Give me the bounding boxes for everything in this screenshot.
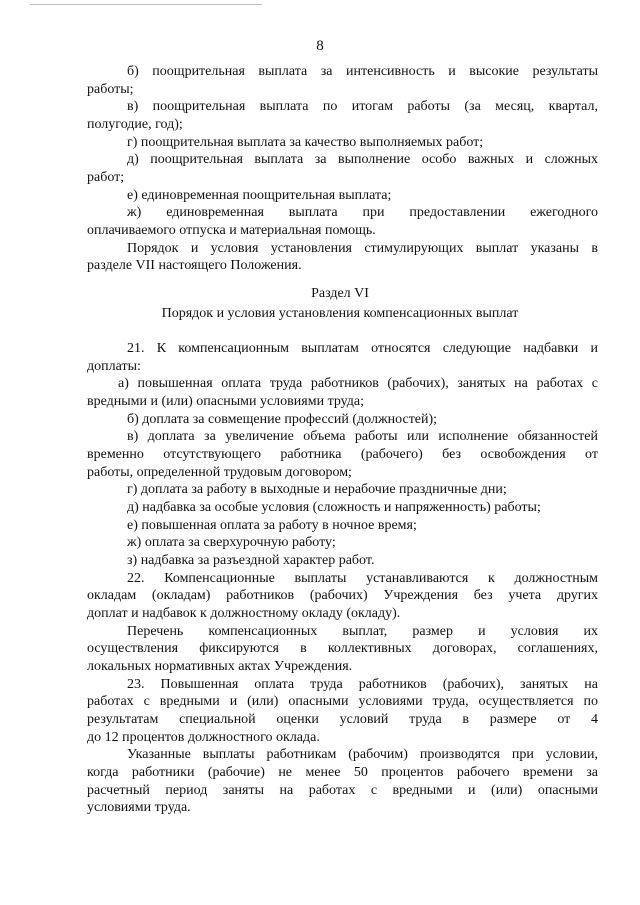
text-line: Перечень компенсационных выплат, размер и условия их [127,624,598,639]
text-line: з) надбавка за разъездной характер работ. [127,553,375,568]
text-line: локальных нормативных актах Учреждения. [87,659,353,674]
text-line: разделе VII настоящего Положения. [87,258,302,273]
text-line: вредными и (или) опасными условиями труда; [87,394,365,409]
text-line: до 12 процентов должностного оклада. [87,730,320,745]
text-line: е) единовременная поощрительная выплата; [127,188,392,203]
text-line: когда работники (рабочие) не менее 50 процентов рабочего времени за [87,765,598,780]
section-heading: Раздел VI [311,286,369,301]
text-line: ж) единовременная выплата при предоставлении ежегодного [127,205,598,220]
section-title: Порядок и условия установления компенсационных выплат [161,306,519,321]
text-line: ж) оплата за сверхурочную работу; [127,535,336,550]
text-line: в) доплата за увеличение объема работы или исполнение обязанностей [127,429,598,444]
text-line: д) поощрительная выплата за выполнение особо важных и сложных [127,152,598,167]
text-line: полугодие, год); [87,117,183,132]
text-line: е) повышенная оплата за работу в ночное время; [127,518,417,533]
text-line: осуществления фиксируются в коллективных договорах, соглашениях, [87,641,598,656]
text-line: 23. Повышенная оплата труда работников (рабочих), занятых на [127,677,598,692]
text-line: временно отсутствующего работника (рабочего) без освобождения от [87,447,598,462]
text-line: г) доплата за работу в выходные и нерабочие праздничные дни; [127,482,507,497]
text-line: доплаты: [87,359,141,374]
text-line: 22. Компенсационные выплаты устанавливаются к должностным [127,571,598,586]
text-line: расчетный период заняты на работах с вредными и (или) опасными [87,783,598,798]
text-line: работы, определенной трудовым договором; [87,465,352,480]
text-line: работ; [87,170,125,185]
text-line: б) доплата за совмещение профессий (должностей); [127,412,438,427]
text-line: а) повышенная оплата труда работников (рабочих), занятых на работах с [118,376,598,391]
text-line: 21. К компенсационным выплатам относятся следующие надбавки и [127,341,598,356]
text-line: оплачиваемого отпуска и материальная помощь. [87,223,376,238]
text-line: окладам (окладам) работников (рабочих) Учреждения без учета других [87,588,598,603]
text-line: г) поощрительная выплата за качество выполняемых работ; [127,135,484,150]
text-line: б) поощрительная выплата за интенсивность и высокие результаты [127,64,598,79]
text-line: условиями труда. [87,800,191,815]
text-line: доплат и надбавок к должностному окладу (окладу). [87,606,401,621]
text-line: результатам специальной оценки условий труда в размере от 4 [87,712,598,727]
text-line: Порядок и условия установления стимулирующих выплат указаны в [127,241,598,256]
text-line: Указанные выплаты работникам (рабочим) производятся при условии, [127,747,598,762]
page-number: 8 [316,38,324,54]
text-line: в) поощрительная выплата по итогам работы (за месяц, квартал, [127,99,598,114]
text-line: работы; [87,82,134,97]
text-line: д) надбавка за особые условия (сложность и напряженность) работы; [127,500,541,515]
top-rule [30,4,262,5]
text-line: работах с вредными и (или) опасными условиями труда, осуществляется по [87,694,598,709]
